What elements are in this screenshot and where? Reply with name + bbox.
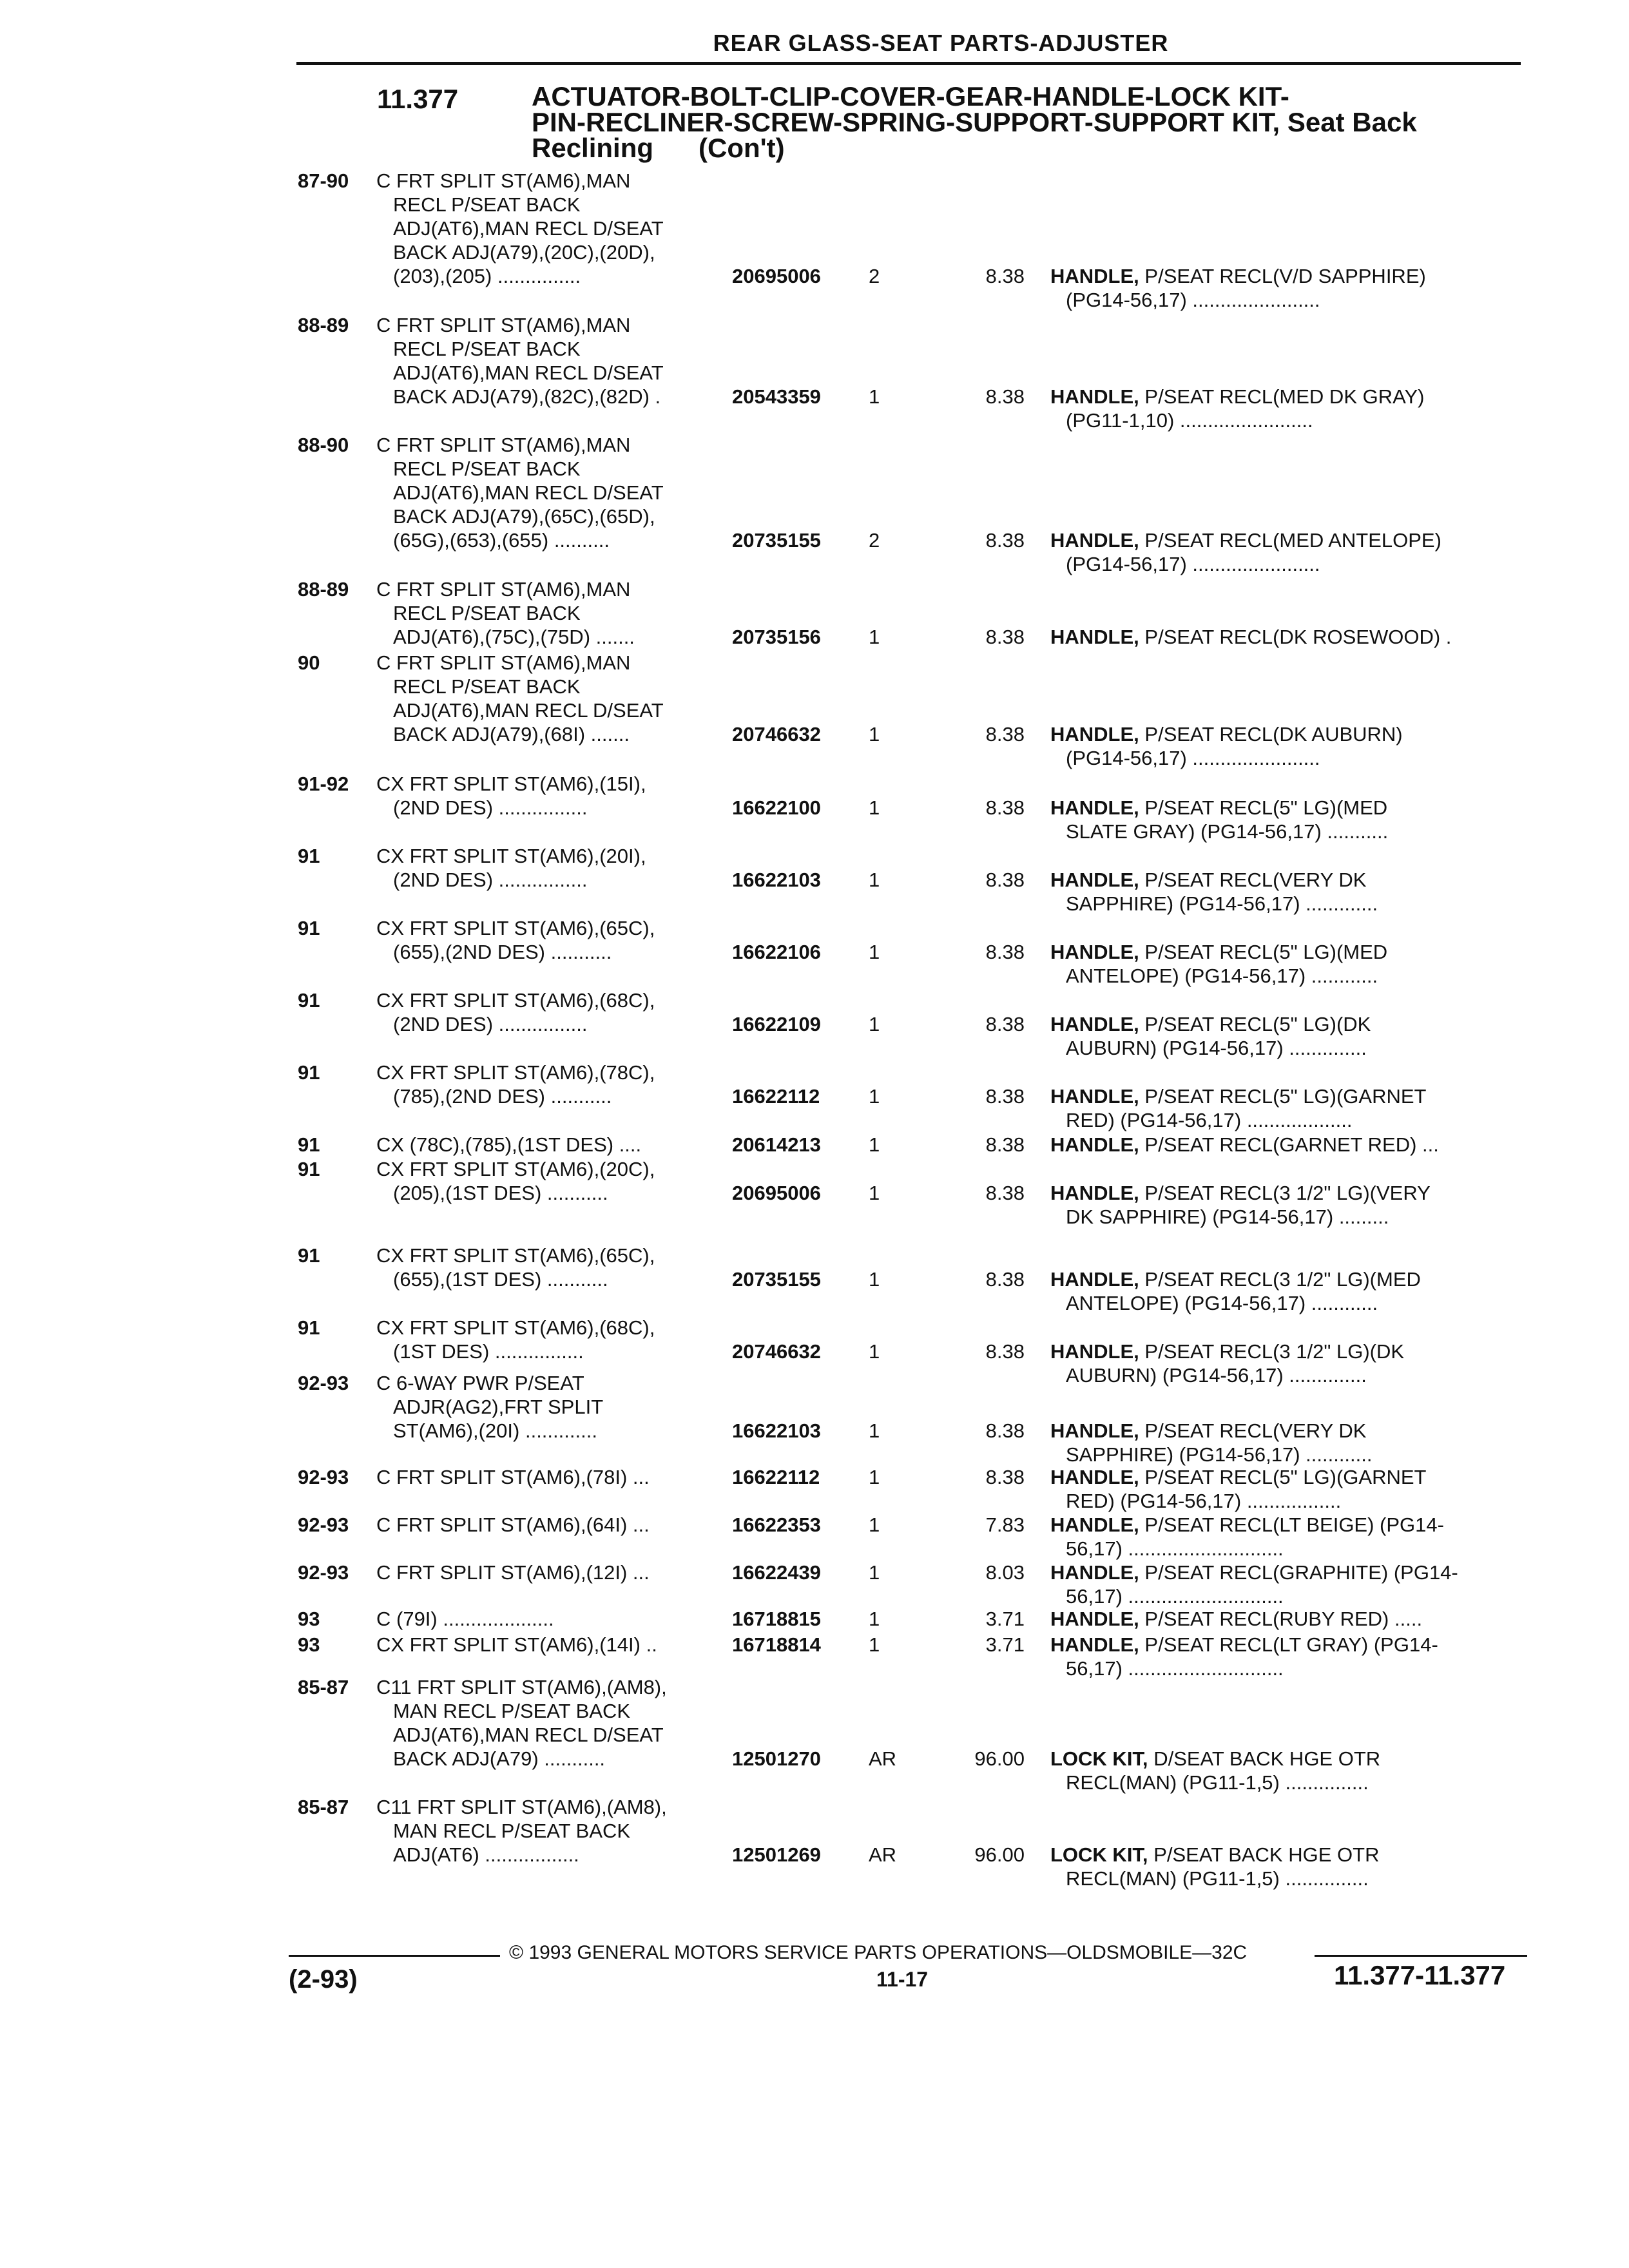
part-name — [1050, 1340, 1514, 1387]
part-name-line: (PG14-56,17) ....................... — [1066, 289, 1320, 311]
entry-years: 92-93 — [298, 1372, 349, 1394]
part-name-line — [1050, 1267, 1514, 1291]
price: 7.83 — [985, 1514, 1025, 1536]
entry-description — [376, 313, 724, 408]
part-name-line: AUBURN) (PG14-56,17) .............. — [1066, 1037, 1367, 1059]
part-name-keyword: HANDLE, — [1050, 1340, 1139, 1363]
part-name-line — [1050, 1843, 1514, 1867]
price: 8.38 — [985, 869, 1025, 891]
entry-description — [376, 1371, 724, 1443]
part-name-keyword: HANDLE, — [1050, 1419, 1139, 1442]
part-name-line: (PG14-56,17) ....................... — [1066, 553, 1320, 575]
part-number: 16718814 — [732, 1633, 821, 1656]
part-name — [1050, 625, 1514, 649]
entry-description — [376, 1061, 724, 1108]
description-line: C11 FRT SPLIT ST(AM6),(AM8), — [376, 1676, 667, 1698]
part-name-keyword: HANDLE, — [1050, 723, 1139, 745]
part-name — [1050, 1084, 1514, 1132]
part-name-line — [1050, 1181, 1514, 1205]
part-number: 16718815 — [732, 1608, 821, 1630]
part-name-detail: P/SEAT RECL(MED DK GRAY) — [1144, 385, 1425, 408]
part-name-detail: P/SEAT RECL(3 1/2" LG)(DK — [1144, 1340, 1405, 1363]
section-title-continued: (Con't) — [699, 133, 785, 163]
part-name-line — [1050, 1561, 1514, 1584]
quantity: 1 — [869, 1182, 880, 1204]
entry-years: 91 — [298, 845, 320, 867]
description-line: CX FRT SPLIT ST(AM6),(20I), — [376, 845, 646, 867]
entry-description — [376, 1633, 724, 1657]
price: 8.38 — [985, 626, 1025, 648]
quantity: 1 — [869, 1340, 880, 1363]
entry-years: 87-90 — [298, 169, 349, 192]
description-line: CX FRT SPLIT ST(AM6),(14I) .. — [376, 1633, 657, 1656]
part-name-keyword: HANDLE, — [1050, 1085, 1139, 1108]
part-name — [1050, 1012, 1514, 1060]
price: 8.38 — [985, 385, 1025, 408]
entry-description — [376, 1316, 724, 1363]
description-line: (65G),(653),(655) .......... — [393, 529, 610, 552]
quantity: 1 — [869, 1419, 880, 1442]
part-name-detail: P/SEAT RECL(5" LG)(DK — [1144, 1013, 1371, 1035]
quantity: 1 — [869, 1514, 880, 1536]
footer-page-number: 11-17 — [876, 1968, 929, 1991]
part-name-line — [1050, 625, 1514, 649]
part-name-line — [1050, 940, 1514, 964]
part-name-detail: P/SEAT RECL(5" LG)(GARNET — [1144, 1466, 1427, 1488]
part-number: 20695006 — [732, 1182, 821, 1204]
price: 8.38 — [985, 796, 1025, 819]
description-line: (205),(1ST DES) ........... — [393, 1182, 608, 1204]
entry-description — [376, 988, 724, 1036]
part-name — [1050, 940, 1514, 988]
description-line: (785),(2ND DES) ........... — [393, 1085, 612, 1108]
entry-years: 85-87 — [298, 1676, 349, 1698]
price: 8.38 — [985, 1466, 1025, 1488]
description-line: C FRT SPLIT ST(AM6),MAN — [376, 434, 631, 456]
part-name-line — [1050, 1465, 1514, 1489]
part-name-keyword: HANDLE, — [1050, 385, 1139, 408]
part-name-keyword: HANDLE, — [1050, 1133, 1139, 1156]
entry-years: 91 — [298, 1061, 320, 1084]
part-number: 16622353 — [732, 1514, 821, 1536]
price: 3.71 — [985, 1608, 1025, 1630]
entry-description — [376, 1561, 724, 1584]
part-name — [1050, 528, 1514, 576]
part-name-line: ANTELOPE) (PG14-56,17) ............ — [1066, 1292, 1378, 1314]
part-name — [1050, 722, 1514, 770]
price: 8.38 — [985, 1133, 1025, 1156]
description-line: C FRT SPLIT ST(AM6),(64I) ... — [376, 1514, 650, 1536]
part-number: 20746632 — [732, 1340, 821, 1363]
description-line: CX FRT SPLIT ST(AM6),(78C), — [376, 1061, 655, 1084]
quantity: 1 — [869, 1561, 880, 1584]
footer-section-range: 11.377-11.377 — [1334, 1960, 1506, 1990]
quantity: 1 — [869, 385, 880, 408]
description-line: CX FRT SPLIT ST(AM6),(68C), — [376, 1316, 655, 1339]
part-number: 12501270 — [732, 1747, 821, 1770]
entry-description — [376, 1133, 724, 1157]
price: 8.38 — [985, 941, 1025, 963]
part-number: 20614213 — [732, 1133, 821, 1156]
part-name-line — [1050, 1084, 1514, 1108]
part-name-line — [1050, 1012, 1514, 1036]
part-name-detail: P/SEAT RECL(V/D SAPPHIRE) — [1144, 265, 1426, 287]
entry-years: 91 — [298, 989, 320, 1012]
quantity: 1 — [869, 1085, 880, 1108]
description-line: ADJ(AT6),MAN RECL D/SEAT — [393, 217, 664, 240]
entry-description — [376, 1157, 724, 1205]
part-name — [1050, 1181, 1514, 1229]
entry-description — [376, 169, 724, 288]
section-title-line-2: PIN-RECLINER-SCREW-SPRING-SUPPORT-SUPPORT KIT, Seat Back — [532, 107, 1417, 137]
description-line: BACK ADJ(A79),(82C),(82D) . — [393, 385, 661, 408]
description-line: RECL P/SEAT BACK — [393, 602, 581, 624]
part-name — [1050, 1513, 1514, 1561]
section-title-line-3 — [532, 135, 1524, 161]
quantity: AR — [869, 1747, 897, 1770]
part-name-detail: P/SEAT RECL(GARNET RED) ... — [1144, 1133, 1439, 1156]
entry-description — [376, 916, 724, 964]
description-line: C FRT SPLIT ST(AM6),MAN — [376, 169, 631, 192]
part-name-detail: P/SEAT RECL(MED ANTELOPE) — [1144, 529, 1441, 552]
part-name-keyword: LOCK KIT, — [1050, 1747, 1148, 1770]
entry-years: 91 — [298, 917, 320, 939]
quantity: 1 — [869, 1608, 880, 1630]
description-line: C FRT SPLIT ST(AM6),MAN — [376, 314, 631, 336]
part-name — [1050, 1465, 1514, 1513]
part-name-detail: P/SEAT RECL(RUBY RED) ..... — [1144, 1608, 1423, 1630]
part-name-line — [1050, 1633, 1514, 1657]
part-name-detail: P/SEAT RECL(GRAPHITE) (PG14- — [1144, 1561, 1458, 1584]
part-name-detail: P/SEAT RECL(DK AUBURN) — [1144, 723, 1403, 745]
part-name — [1050, 1267, 1514, 1315]
description-line: ADJ(AT6),MAN RECL D/SEAT — [393, 361, 664, 384]
price: 96.00 — [974, 1843, 1025, 1866]
description-line: RECL P/SEAT BACK — [393, 675, 581, 698]
part-name-detail: P/SEAT RECL(VERY DK — [1144, 869, 1367, 891]
price: 8.38 — [985, 1085, 1025, 1108]
price: 3.71 — [985, 1633, 1025, 1656]
entry-years: 91 — [298, 1158, 320, 1180]
quantity: AR — [869, 1843, 897, 1866]
part-name-line: (PG14-56,17) ....................... — [1066, 747, 1320, 769]
part-name-keyword: LOCK KIT, — [1050, 1843, 1148, 1866]
description-line: RECL P/SEAT BACK — [393, 457, 581, 480]
part-name-keyword: HANDLE, — [1050, 529, 1139, 552]
description-line: (2ND DES) ................ — [393, 869, 588, 891]
part-name-line: RED) (PG14-56,17) ................. — [1066, 1490, 1342, 1512]
part-name-detail: P/SEAT RECL(5" LG)(MED — [1144, 796, 1388, 819]
part-number: 20543359 — [732, 385, 821, 408]
header-rule — [296, 62, 1521, 65]
entry-description — [376, 1244, 724, 1291]
part-number: 16622106 — [732, 941, 821, 963]
description-line: C (79I) .................... — [376, 1608, 554, 1630]
part-name-detail: P/SEAT BACK HGE OTR — [1153, 1843, 1380, 1866]
description-line: ADJ(AT6),MAN RECL D/SEAT — [393, 1724, 664, 1746]
part-name-detail: P/SEAT RECL(3 1/2" LG)(MED — [1144, 1268, 1421, 1291]
description-line: C FRT SPLIT ST(AM6),MAN — [376, 651, 631, 674]
part-name — [1050, 264, 1514, 312]
entry-years: 88-89 — [298, 578, 349, 601]
price: 8.38 — [985, 1268, 1025, 1291]
description-line: RECL P/SEAT BACK — [393, 338, 581, 360]
description-line: ADJ(AT6),MAN RECL D/SEAT — [393, 699, 664, 722]
quantity: 1 — [869, 1633, 880, 1656]
description-line: MAN RECL P/SEAT BACK — [393, 1820, 631, 1842]
part-name-line: SAPPHIRE) (PG14-56,17) ............. — [1066, 892, 1378, 915]
description-line: C FRT SPLIT ST(AM6),(12I) ... — [376, 1561, 650, 1584]
entry-years: 93 — [298, 1633, 320, 1656]
description-line: C FRT SPLIT ST(AM6),(78I) ... — [376, 1466, 650, 1488]
description-line: C FRT SPLIT ST(AM6),MAN — [376, 578, 631, 601]
part-name-line: 56,17) ............................ — [1066, 1585, 1284, 1608]
part-number: 16622439 — [732, 1561, 821, 1584]
description-line: C11 FRT SPLIT ST(AM6),(AM8), — [376, 1796, 667, 1818]
price: 8.38 — [985, 1013, 1025, 1035]
part-name-line: SAPPHIRE) (PG14-56,17) ............ — [1066, 1443, 1373, 1466]
entry-description — [376, 772, 724, 820]
part-number: 16622103 — [732, 1419, 821, 1442]
description-line: (655),(2ND DES) ........... — [393, 941, 612, 963]
part-name-keyword: HANDLE, — [1050, 1013, 1139, 1035]
part-name-line — [1050, 528, 1514, 552]
part-name-detail: P/SEAT RECL(LT BEIGE) (PG14- — [1144, 1514, 1444, 1536]
description-line: BACK ADJ(A79),(20C),(20D), — [393, 241, 655, 264]
entry-years: 88-89 — [298, 314, 349, 336]
part-number: 16622103 — [732, 869, 821, 891]
part-name-detail: P/SEAT RECL(5" LG)(MED — [1144, 941, 1388, 963]
part-name-keyword: HANDLE, — [1050, 265, 1139, 287]
part-name-keyword: HANDLE, — [1050, 1466, 1139, 1488]
description-line: (655),(1ST DES) ........... — [393, 1268, 608, 1291]
description-line: BACK ADJ(A79),(65C),(65D), — [393, 505, 655, 528]
description-line: MAN RECL P/SEAT BACK — [393, 1700, 631, 1722]
part-name-detail: P/SEAT RECL(LT GRAY) (PG14- — [1144, 1633, 1438, 1656]
part-name-keyword: HANDLE, — [1050, 1561, 1139, 1584]
part-name-keyword: HANDLE, — [1050, 1182, 1139, 1204]
entry-years: 91 — [298, 1316, 320, 1339]
part-number: 20735156 — [732, 626, 821, 648]
part-name-keyword: HANDLE, — [1050, 941, 1139, 963]
entry-years: 91 — [298, 1133, 320, 1156]
part-name-line — [1050, 1747, 1514, 1771]
description-line: ADJ(AT6),(75C),(75D) ....... — [393, 626, 635, 648]
description-line: (2ND DES) ................ — [393, 1013, 588, 1035]
part-number: 20735155 — [732, 1268, 821, 1291]
part-name-line: 56,17) ............................ — [1066, 1657, 1284, 1680]
part-name-line: RECL(MAN) (PG11-1,5) ............... — [1066, 1771, 1369, 1794]
part-name — [1050, 1419, 1514, 1466]
price: 8.38 — [985, 723, 1025, 745]
description-line: C 6-WAY PWR P/SEAT — [376, 1372, 584, 1394]
part-name — [1050, 1607, 1514, 1631]
description-line: ADJ(AT6),MAN RECL D/SEAT — [393, 481, 664, 504]
part-name-line: ANTELOPE) (PG14-56,17) ............ — [1066, 965, 1378, 987]
part-name — [1050, 1633, 1514, 1680]
quantity: 2 — [869, 529, 880, 552]
part-name-line — [1050, 264, 1514, 288]
part-name — [1050, 1747, 1514, 1794]
part-name-line: 56,17) ............................ — [1066, 1537, 1284, 1560]
entry-years: 92-93 — [298, 1514, 349, 1536]
part-name-line: RED) (PG14-56,17) ................... — [1066, 1109, 1353, 1131]
entry-description — [376, 1513, 724, 1537]
page-header-title: REAR GLASS-SEAT PARTS-ADJUSTER — [713, 30, 1169, 56]
part-number: 20746632 — [732, 723, 821, 745]
entry-years: 90 — [298, 651, 320, 674]
description-line: (2ND DES) ................ — [393, 796, 588, 819]
section-title-line-1: ACTUATOR-BOLT-CLIP-COVER-GEAR-HANDLE-LOCK KIT- — [532, 81, 1289, 111]
part-name-line: (PG11-1,10) ........................ — [1066, 409, 1313, 432]
part-name-line — [1050, 722, 1514, 746]
quantity: 2 — [869, 265, 880, 287]
part-number: 16622109 — [732, 1013, 821, 1035]
part-name — [1050, 1133, 1514, 1157]
part-name-line — [1050, 385, 1514, 408]
part-name-line: AUBURN) (PG14-56,17) .............. — [1066, 1364, 1367, 1387]
price: 8.38 — [985, 1340, 1025, 1363]
entry-years: 92-93 — [298, 1561, 349, 1584]
description-line: (203),(205) ............... — [393, 265, 581, 287]
entry-description — [376, 1795, 724, 1867]
description-line: RECL P/SEAT BACK — [393, 193, 581, 216]
quantity: 1 — [869, 1466, 880, 1488]
part-name-line — [1050, 796, 1514, 820]
part-name-keyword: HANDLE, — [1050, 796, 1139, 819]
part-name-detail: P/SEAT RECL(3 1/2" LG)(VERY — [1144, 1182, 1431, 1204]
quantity: 1 — [869, 626, 880, 648]
description-line: CX (78C),(785),(1ST DES) .... — [376, 1133, 642, 1156]
quantity: 1 — [869, 1133, 880, 1156]
footer-rule-left — [289, 1955, 500, 1957]
description-line: ADJ(AT6) ................. — [393, 1843, 579, 1866]
part-number: 20735155 — [732, 529, 821, 552]
part-name-detail: P/SEAT RECL(DK ROSEWOOD) . — [1144, 626, 1452, 648]
price: 8.38 — [985, 1419, 1025, 1442]
description-line: CX FRT SPLIT ST(AM6),(65C), — [376, 1244, 655, 1267]
quantity: 1 — [869, 723, 880, 745]
description-line: CX FRT SPLIT ST(AM6),(65C), — [376, 917, 655, 939]
quantity: 1 — [869, 796, 880, 819]
part-name-detail: P/SEAT RECL(VERY DK — [1144, 1419, 1367, 1442]
entry-years: 85-87 — [298, 1796, 349, 1818]
entry-description — [376, 433, 724, 552]
description-line: BACK ADJ(A79),(68I) ....... — [393, 723, 630, 745]
part-name-line — [1050, 1340, 1514, 1363]
entry-description — [376, 1675, 724, 1771]
quantity: 1 — [869, 869, 880, 891]
footer-rule-right — [1315, 1955, 1527, 1957]
entry-years: 88-90 — [298, 434, 349, 456]
part-name-line — [1050, 1513, 1514, 1537]
price: 96.00 — [974, 1747, 1025, 1770]
part-name-line — [1050, 868, 1514, 892]
part-name — [1050, 868, 1514, 916]
section-title — [532, 81, 1524, 163]
part-number: 16622112 — [732, 1085, 820, 1108]
part-number: 16622100 — [732, 796, 821, 819]
footer-date: (2-93) — [289, 1965, 358, 1994]
quantity: 1 — [869, 1013, 880, 1035]
description-line: CX FRT SPLIT ST(AM6),(15I), — [376, 773, 646, 795]
part-name-line: DK SAPPHIRE) (PG14-56,17) ......... — [1066, 1206, 1389, 1228]
part-name — [1050, 1843, 1514, 1890]
description-line: CX FRT SPLIT ST(AM6),(68C), — [376, 989, 655, 1012]
part-name-detail: P/SEAT RECL(5" LG)(GARNET — [1144, 1085, 1427, 1108]
description-line: ADJR(AG2),FRT SPLIT — [393, 1396, 604, 1418]
part-name-keyword: HANDLE, — [1050, 869, 1139, 891]
part-number: 20695006 — [732, 265, 821, 287]
entry-years: 93 — [298, 1608, 320, 1630]
part-name-keyword: HANDLE, — [1050, 1608, 1139, 1630]
part-name-keyword: HANDLE, — [1050, 1633, 1139, 1656]
part-name-line: RECL(MAN) (PG11-1,5) ............... — [1066, 1867, 1369, 1890]
part-name — [1050, 796, 1514, 843]
entry-years: 91 — [298, 1244, 320, 1267]
quantity: 1 — [869, 1268, 880, 1291]
quantity: 1 — [869, 941, 880, 963]
description-line: CX FRT SPLIT ST(AM6),(20C), — [376, 1158, 655, 1180]
price: 8.03 — [985, 1561, 1025, 1584]
footer-copyright: © 1993 GENERAL MOTORS SERVICE PARTS OPERATIONS—OLDSMOBILE—32C — [509, 1942, 1248, 1963]
description-line: ST(AM6),(20I) ............. — [393, 1419, 597, 1442]
part-name — [1050, 385, 1514, 432]
price: 8.38 — [985, 529, 1025, 552]
part-name-line: SLATE GRAY) (PG14-56,17) ........... — [1066, 820, 1389, 843]
part-name — [1050, 1561, 1514, 1608]
entry-years: 92-93 — [298, 1466, 349, 1488]
description-line: BACK ADJ(A79) ........... — [393, 1747, 606, 1770]
section-number: 11.377 — [377, 84, 459, 114]
entry-description — [376, 1607, 724, 1631]
part-name-line — [1050, 1419, 1514, 1443]
part-name-line — [1050, 1607, 1514, 1631]
part-name-line — [1050, 1133, 1514, 1157]
entry-description — [376, 1465, 724, 1489]
part-name-detail: D/SEAT BACK HGE OTR — [1153, 1747, 1381, 1770]
part-name-keyword: HANDLE, — [1050, 626, 1139, 648]
section-title-reclining: Reclining — [532, 133, 654, 163]
price: 8.38 — [985, 265, 1025, 287]
part-name-keyword: HANDLE, — [1050, 1514, 1139, 1536]
entry-description — [376, 577, 724, 649]
entry-years: 91-92 — [298, 773, 349, 795]
entry-description — [376, 651, 724, 746]
part-number: 12501269 — [732, 1843, 821, 1866]
price: 8.38 — [985, 1182, 1025, 1204]
description-line: (1ST DES) ................ — [393, 1340, 584, 1363]
entry-description — [376, 844, 724, 892]
part-name-keyword: HANDLE, — [1050, 1268, 1139, 1291]
part-number: 16622112 — [732, 1466, 820, 1488]
